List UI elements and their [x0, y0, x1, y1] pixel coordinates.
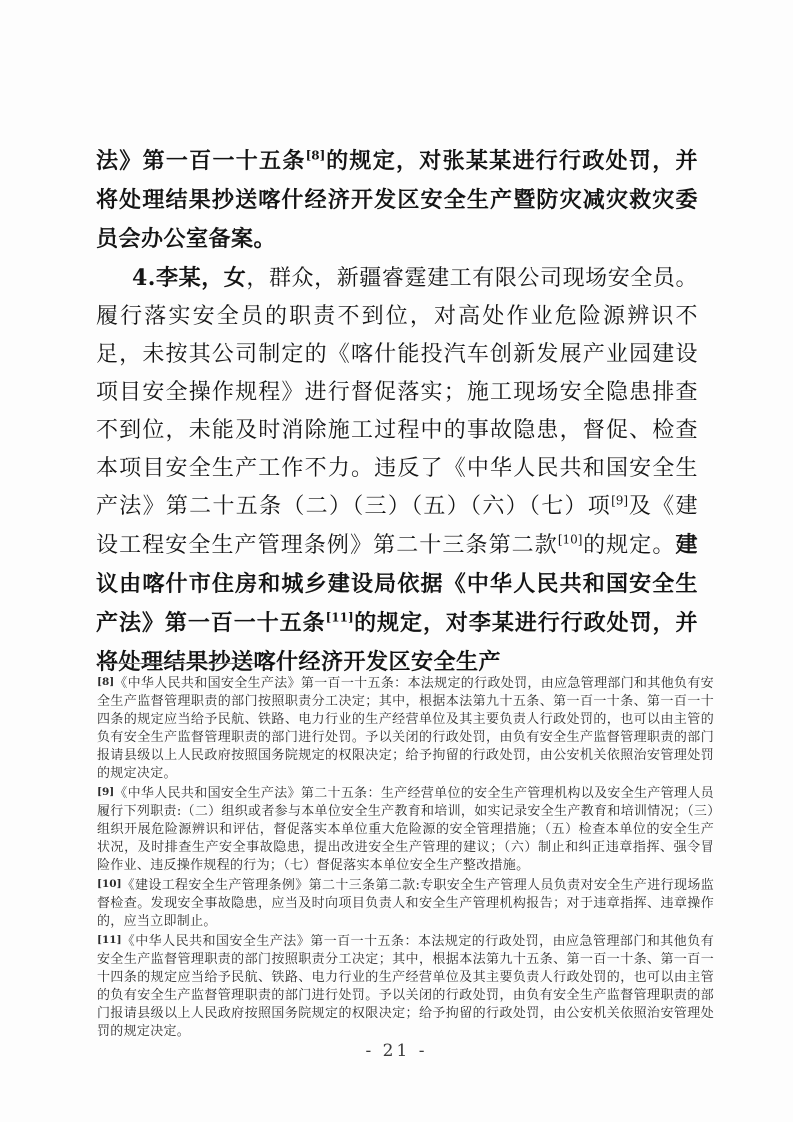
footnote-marker: [11] [97, 934, 122, 946]
text-segment: 及《建设工程安全生产管理条例》第二十三条第二款 [96, 494, 698, 558]
text-segment: 建议由喀什市住房和城乡建设局依据《中华人民共和国安全生产法》第一百一十五条 [96, 532, 698, 636]
footnote [97, 673, 714, 783]
footnote-area [97, 655, 714, 1041]
text-segment: 的规定，对李某进行行政处罚，并将处理结果抄送喀什经济开发区安全生产 [96, 610, 698, 675]
footnote-text: 《中华人民共和国安全生产法》第二十五条：生产经营单位的安全生产管理机构以及安全生产管理人员履行下列职责:（二）组织或者参与本单位安全生产教育和培训，如实记录安全生产教育和培训情况；（三）组织开展危险源辨识和评估，督促落实本单位重大危险源的安全管理措施；（五）检查本单位的安全生产状况，及时排查生产安全事故隐患，提出改进安全生产管理的建议；（六）制止和纠正违章指挥、强令冒险作业、违反操作规程的行为；（七）督促落实本单位安全生产整改措施。 [97, 786, 714, 873]
footnote-marker: [9] [97, 786, 115, 798]
footnote-marker: [10] [97, 878, 122, 890]
text-segment: 的规定，对张某某进行行政处罚，并将处理结果抄送喀什经济开发区安全生产暨防灾减灾救灾委员会办公室备案。 [96, 148, 698, 252]
footnote-text: 《建设工程安全生产管理条例》第二十三条第二款:专职安全生产管理人员负责对安全生产进行现场监督检查。发现安全事故隐患，应当及时向项目负责人和安全生产管理机构报告；对于违章指挥、违章操作的，应当立即制止。 [97, 878, 714, 929]
footnote [97, 875, 714, 931]
text-segment: 4.李某，女 [132, 265, 247, 291]
paragraph [96, 259, 698, 682]
footnote-marker: [8] [97, 676, 115, 688]
footnote [97, 783, 714, 875]
footnote-ref: [11] [325, 610, 354, 625]
page-number: - 21 - [365, 1041, 428, 1061]
footnote-text: 《中华人民共和国安全生产法》第一百一十五条：本法规定的行政处罚，由应急管理部门和其他负有安全生产监督管理职责的部门按照职责分工决定；其中，根据本法第九十五条、第一百一十条、第一百一十四条的规定应当给予民航、铁路、电力行业的生产经营单位及其主要负责人行政处罚的，也可以由主管的负有安全生产监督管理职责的部门进行处罚。予以关闭的行政处罚，由负有安全生产监督管理职责的部门报请县级以上人民政府按照国务院规定的权限决定；给予拘留的行政处罚，由公安机关依照治安管理处罚的规定决定。 [97, 676, 714, 781]
footnote-ref: [8] [305, 148, 326, 163]
text-segment: ，群众，新疆睿霆建工有限公司现场安全员。履行落实安全员的职责不到位，对高处作业危险源辨识不足，未按其公司制定的《喀什能投汽车创新发展产业园建设项目安全操作规程》进行督促落实；施工现场安全隐患排查不到位，未能及时消除施工过程中的事故隐患，督促、检查本项目安全生产工作不力。违反了《中华人民共和国安全生产法》第二十五条（二）（三）（五）（六）（七）项 [96, 266, 698, 519]
footnote-ref: [9] [611, 493, 629, 508]
text-segment: 的规定。 [582, 533, 676, 558]
body-text [96, 142, 698, 682]
footnote-separator [97, 663, 255, 664]
text-segment: 法》第一百一十五条 [96, 148, 306, 174]
footnote [97, 931, 714, 1041]
paragraph [96, 142, 698, 259]
footnote-list [97, 673, 714, 1041]
footnote-ref: [10] [557, 532, 583, 547]
footnote-text: 《中华人民共和国安全生产法》第一百一十五条：本法规定的行政处罚，由应急管理部门和其他负有安全生产监督管理职责的部门按照职责分工决定；其中，根据本法第九十五条、第一百一十条、第一百一十四条的规定应当给予民航、铁路、电力行业的生产经营单位及其主要负责人行政处罚的，也可以由主管的负有安全生产监督管理职责的部门进行处罚。予以关闭的行政处罚，由负有安全生产监督管理职责的部门报请县级以上人民政府按照国务院规定的权限决定；给予拘留的行政处罚，由公安机关依照治安管理处罚的规定决定。 [97, 934, 714, 1039]
